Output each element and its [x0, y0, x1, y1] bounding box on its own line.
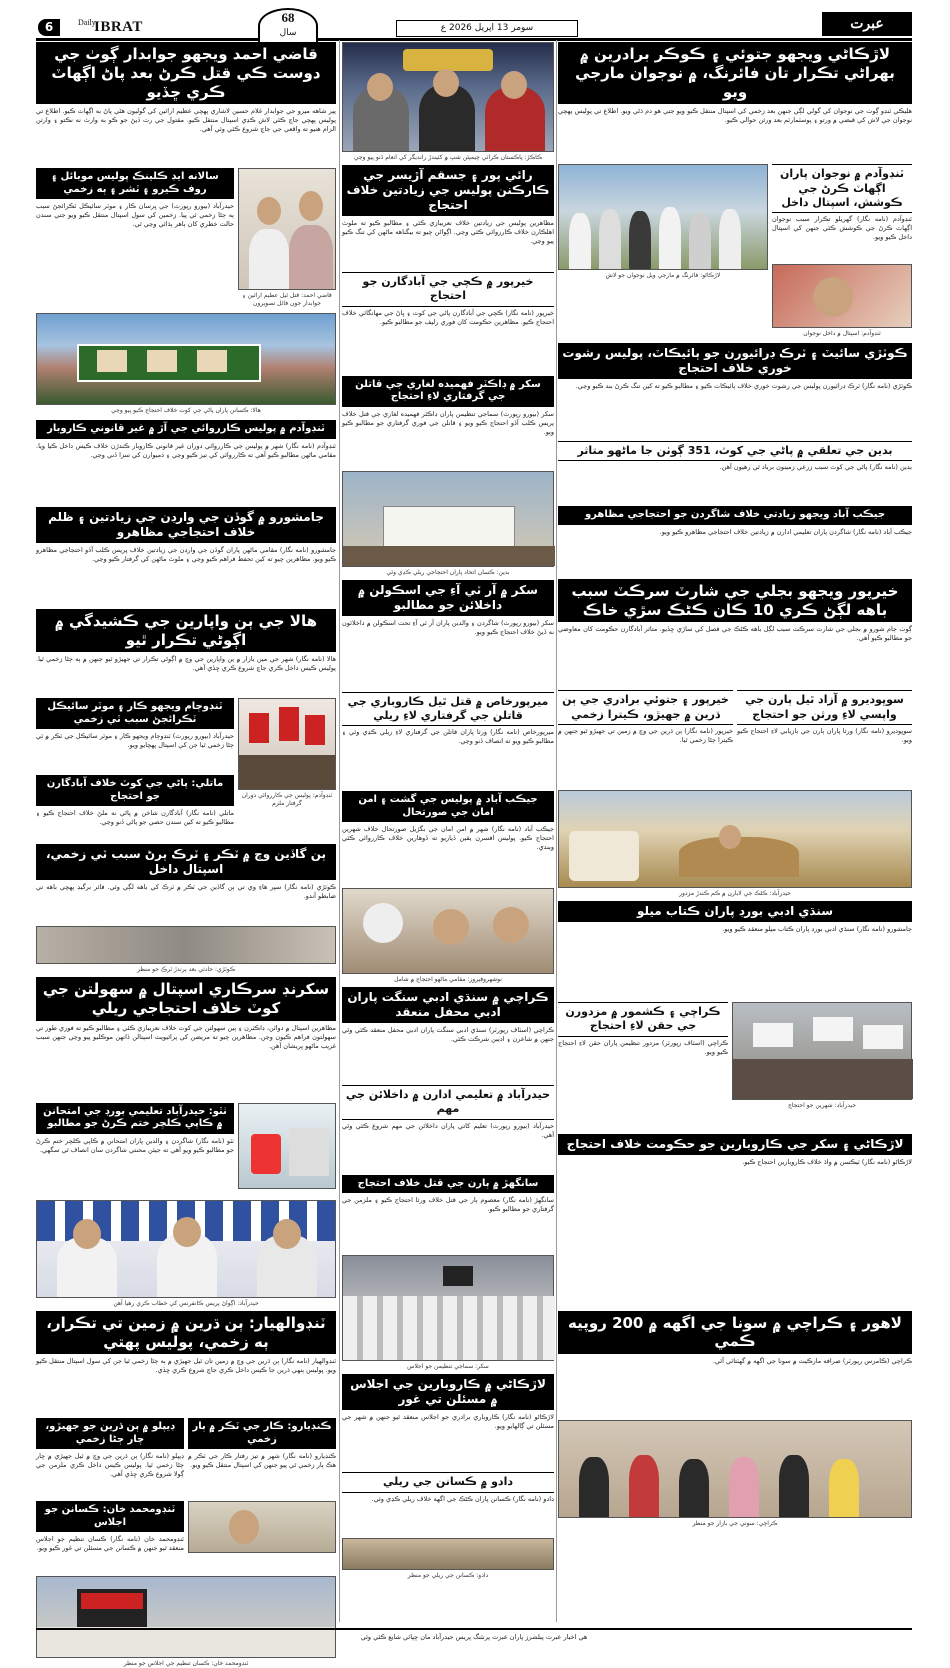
- article-thatta-exams: ٺٽو (نامه نگار) شاگردن ۽ والدين پاران امتحانن ۾ ڪاپي ڪلچر ختم ڪرڻ جو مطالبو ڪيو ويو آهي ته جيئن محنتي شاگردن سان انصاف ٿي سگهي.: [36, 1136, 234, 1154]
- headline-badin-water[interactable]: بدين جي تعلقي ۾ پاڻي جي کوٽ، 351 ڳوٺن جا ماڻهو متاثر: [558, 441, 912, 461]
- paper-name: IBRAT: [94, 19, 143, 35]
- article-jacobabad-students: جيڪب آباد (نامه نگار) شاگردن پاران تعليمي ادارن ۾ زيادتين خلاف احتجاجي مظاهرو ڪيو ويو.: [659, 527, 912, 536]
- photo-hospital-youth: [772, 264, 912, 328]
- headline-gold-price[interactable]: لاهور ۽ ڪراچي ۾ سونا جي اگهه ۾ 200 روپيه ڪمي: [558, 1311, 912, 1355]
- article-larkana-firing: هليڪي ٽنڊو ڳوٺ جي نوجوان کي گولي لڳي جنهن بعد زخمي کي اسپتال منتقل ڪيو ويو جتي هو دم ڌڻي ويو. اطلاع تي پوليس پهچي نوجوان جي لاش کي قبضي ۾ ورتو ۽ پوسٽمارٽم بعد ورثن حوالي ڪيو.: [558, 107, 912, 125]
- headline-literary-board[interactable]: سنڌي ادبي بورڊ پاران ڪتاب ميلو: [558, 901, 912, 922]
- article-karachi-literary: ڪراچي (اسٽاف رپورٽر) سنڌي ادبي سنگت پاران ادبي محفل منعقد ڪئي وئي جنهن ۾ شاعرن ۽ اديبن شرڪت ڪئي.: [342, 1026, 554, 1044]
- photo-truck-fire: [36, 926, 336, 964]
- article-khairpur-fire: ڳوٺ ڄام شورو ۾ بجلي جي شارٽ سرڪٽ سبب لڳل باهه ڪڻڪ جي فصل کي ساڙي ڇڏيو. متاثر آبادگارن حڪومت کان معاوضي جو مطالبو ڪيو آهي.: [558, 625, 912, 643]
- caption-wheat-labour: حيدرآباد: ڪڻڪ جي لابارن ۾ ڪم ڪندڙ مزدور: [679, 890, 791, 898]
- headline-tando-adam-police[interactable]: ٽنڊوآدم ۾ پوليس ڪارروائي جي آڙ ۾ غير قانوني ڪاروبار: [36, 420, 336, 439]
- headline-qazi-ahmed[interactable]: قاضي احمد ويجهو جوابدار ڳوٺ جي دوست ڪي قتل ڪرڻ بعد پاڻ اڳھاٽ ڪري ڇڏيو: [36, 42, 336, 104]
- photo-gold-market: [558, 1420, 912, 1518]
- article-larkana-sukkur-traders: لاڙڪاڻو (نامه نگار) ٽيڪسن ۾ واڌ خلاف ڪاروبارين احتجاج ڪيو.: [742, 1157, 912, 1166]
- article-tando-jam-accident: حيدرآباد (بيورو رپورٽ) ٽنڊوڄام ويجهو ڪار ۽ موٽر سائيڪل جي ٽڪر ۾ ٽي ڄڻا زخمي ٿيا جن کي اسپتال پهچايو ويو.: [36, 732, 234, 750]
- article-sakrand-hospital: مظاهرين اسپتال ۾ دوائن، ڊاڪٽرن ۽ ٻين سهولتن جي کوٽ خلاف نعريبازي ڪئي ۽ مطالبو ڪيو ته فوري طور تي سهولتون فراهم ڪيون وڃن. مظاهرين چيو ته مريضن کي پرائيويٽ اسپتالن ڏانهن موڪليو پيو وڃي جنهن سبب غريب ماڻهو پريشان آهن.: [35, 1023, 336, 1050]
- headline-larkana-traders[interactable]: لاڙڪاڻي ۾ ڪاروبارين جي اجلاس ۾ مسئلن تي غور: [342, 1374, 554, 1410]
- headline-larkana-sukkur-traders[interactable]: لاڙڪاڻي ۽ سکر جي ڪاروبارين جو حڪومت خلاف احتجاج: [558, 1134, 912, 1155]
- photo-karate-award: [342, 42, 554, 152]
- article-qazi-ahmed: پير شاهه ميرو جي جوابدار غلام حسين لاشاري پهچي عظيم ارائين کي گوليون هڻي پاڻ به اڳهاٽ ڪيو. اطلاع تي پوليس پهچي جاچ ڪئي لاش ڪڍي اسپتال منتقل ڪيو. مقتول جي رت ڏيڻ جو ڪو به وارث نه نڪتو ۽ وارثن الزام هنيو ته واقعي جي جاچ شروع ڪئي وئي آهي.: [36, 107, 336, 134]
- article-kotri-truckers: ڪوٽڙي (نامه نگار) ٽرڪ ڊرائيورن پوليس جي رشوت خوري خلاف ٻائيڪاٽ ڪيو ۽ مطالبو ڪيو ته کين تنگ ڪرڻ بند ڪيو وڃي.: [575, 382, 912, 391]
- headline-hala-traders[interactable]: هالا جي ٻن واپارين جي ڪشيدگي ۾ اڳوڻي تڪرار ٿيو: [36, 609, 336, 653]
- photo-badin-rally: [342, 471, 554, 567]
- volume-number: 68: [281, 10, 295, 25]
- caption-karate-award: ڪاڪڙ: پاڪستان ڪراٽي چيمپئن شپ ۾ کٽيندڙ رانديگر کي انعام ڏنو پيو وڃي: [353, 154, 543, 161]
- article-sukkur-fahmida: سکر (بيورو رپورٽ) سماجي تنظيمن پاران ڊاڪٽر فهميده لغاري جي قتل خلاف پريس ڪلب آڏو احتجاج ڪيو ويو ۽ قاتلن جي فوري گرفتاري جو مطالبو ڪيو ويو.: [342, 409, 554, 436]
- article-police-mobile: حيدرآباد (بيورو رپورٽ) جي ڀرسان ڪار ۽ موٽر سائيڪل ٽڪرائجڻ سبب ٻه ڄڻا زخمي ٿي پيا. زخمين کي سول اسپتال منتقل ڪيو ويو جتي سندن حالت خطري کان ٻاهر ٻڌائي وڃي ٿي.: [36, 202, 234, 229]
- article-hala-traders: هالا (نامه نگار) شهر جي مين بازار ۾ ٻن واپارين جي وچ ۾ اڳوڻي تڪرار تي جهيڙو ٿيو جنهن ۾ ٻه ڄڻا زخمي ٿيا. پوليس ڪيس داخل ڪري جاچ شروع ڪري ڇڏي آهي.: [36, 655, 336, 673]
- caption-badin-rally: بدين: ڪسان اتحاد پاران احتجاجي ريلي ڪڍي وئي: [386, 568, 510, 576]
- daily-label: Daily: [78, 18, 96, 27]
- caption-accused: قاضي احمد: قتل ٿيل عظيم ارائين ۽ جوابدار جون فائل تصويرون: [242, 292, 332, 308]
- caption-naushahro-protest: نوشهروفيروز: مقامي ماڻهو احتجاج ۾ شامل: [394, 976, 502, 984]
- article-badin-water: بدين (نامه نگار) پاڻي جي کوٽ سبب زرعي زمينون برباد ٿي رهيون آهن.: [719, 463, 912, 472]
- headline-labour-rights[interactable]: ڪراچي ۽ ڪشمور ۾ مزدورن جي حقن لاءِ احتجاج: [558, 1002, 728, 1037]
- headline-kotri-truckers[interactable]: ڪوٽڙي سائيٽ ۽ ٽرڪ ڊرائيورن جو ٻائيڪاٽ، پوليس رشوت خوري خلاف احتجاج: [558, 343, 912, 379]
- photo-wheat-labour: [558, 790, 912, 888]
- headline-sukkur-fahmida[interactable]: سکر ۾ ڊاڪٽر فهميده لغاري جي قاتلن جي گرفتاري لاءِ احتجاج: [342, 376, 554, 407]
- photo-stall: [238, 1103, 336, 1189]
- headline-jamshoro-protest[interactable]: جامشورو ۾ گوڏن جي وارڊن جي زيادتين ۽ ظلم خلاف احتجاجي مظاهرو: [36, 507, 336, 543]
- page-number: 6: [38, 19, 60, 36]
- headline-sobhodero-children[interactable]: سوڀوديرو ۾ آزاد ٿيل ٻارن جي واپسي لاءِ ورثن جو احتجاج: [737, 690, 912, 725]
- article-diplo-clash: ڊيپلو (نامه نگار) ٻن ڌرين جي وچ ۾ ٿيل جهيڙي ۾ چار ڄڻا زخمي ٿيا. پوليس ڪيس داخل ڪري ملزمن جي ڳولا شروع ڪري ڇڏي آهي.: [36, 1452, 184, 1479]
- photo-farmers-meeting: [36, 1576, 336, 1658]
- headline-two-vehicles[interactable]: ٻن گاڏين وچ ۾ ٽڪر ۽ ٽرڪ ٻرڻ سبب ٽي زخمي، اسپتال داخل: [36, 844, 336, 880]
- caption-flags: ٽنڊوآدم: پوليس جي ڪارروائي دوران گرفتار ملزم: [241, 792, 333, 808]
- photo-protest-hala: [36, 313, 336, 405]
- caption-sukkur-meeting: سکر: سماجي تنظيمن جو اجلاس: [407, 1363, 489, 1371]
- footer-imprint: هي اخبار عبرت پبلشرز پاران عبرت پرنٽنگ پريس حيدرآباد مان ڇپائي شايع ڪئي وئي: [36, 1628, 912, 1644]
- article-dadu-rally: دادو (نامه نگار) ڪسانن پاران ڪڻڪ جي اگهه خلاف ريلي ڪڍي وئي.: [371, 1494, 554, 1503]
- photo-citizens-protest: [732, 1002, 912, 1100]
- article-khairpur-clash: خيرپور (نامه نگار) ٻن ڌرين جي وچ ۾ زمين تي جهيڙو ٿيو جنهن ۾ ڪيترا ڄڻا زخمي ٿيا.: [558, 727, 733, 745]
- headline-tando-adam-youth[interactable]: ٽنڊوآدم ۾ نوجوان پاران اڳهاٽ ڪرڻ جي ڪوشش، اسپتال داخل: [772, 164, 912, 213]
- headline-jacobabad-law[interactable]: جيڪب آباد ۾ پوليس جي گشت ۽ امن امان جي صورتحال: [342, 791, 554, 822]
- caption-citizens-protest: حيدرآباد: شهرين جو احتجاج: [787, 1102, 857, 1110]
- headline-sanghar-protest[interactable]: سانگهڙ ۾ ٻارن جي قتل خلاف احتجاج: [342, 1175, 554, 1194]
- photo-sukkur-meeting: [342, 1255, 554, 1361]
- article-sukkur-rti: سکر (بيورو رپورٽ) شاگردن ۽ والدين پاران آر ٽي آءِ تحت اسڪولن ۾ داخلائون نه ڏيڻ خلاف احتجاج ڪيو ويو.: [342, 618, 554, 636]
- article-labour-rights: ڪراچي (اسٽاف رپورٽر) مزدور تنظيمن پاران حقن لاءِ احتجاج ڪيو ويو.: [558, 1038, 728, 1056]
- column-middle: [342, 40, 554, 1622]
- headline-police-mobile[interactable]: سالانه ايڊ ڪلينڪ پوليس موبائل ۽ روف ڪيرو ۽ ٽشر ۽ ٻه زخمي: [36, 168, 234, 199]
- headline-tando-mohammad-khan[interactable]: ٽنڊومحمد خان: ڪسانن جو اجلاس: [36, 1501, 184, 1532]
- article-tando-allahyar: ٽنڊوالهيار (نامه نگار) ٻن ڌرين جي وچ ۾ زمين تان ٿيل جهيڙي ۾ ٻه ڄڻا زخمي ٿيا جن کي سول اسپتال منتقل ڪيو ويو. پوليس ٻنهي ڌرين جا ڪيس داخل ڪري جاچ شروع ڪري ڇڏي.: [36, 1357, 336, 1375]
- article-larkana-traders: لاڙڪاڻو (نامه نگار) ڪاروباري برادري جو اجلاس منعقد ٿيو جنهن ۾ شهر جي مسئلن تي ڳالهايو ويو.: [342, 1413, 554, 1431]
- article-khairpur-katcha: خيرپور (نامه نگار) ڪچي جي آبادگارن پاڻي جي کوٽ ۽ ڀاڻ جي مهانگائي خلاف احتجاج ڪيو. مظاهرين حڪومت کان فوري رليف جو مطالبو ڪيو.: [342, 308, 554, 326]
- photo-naushahro-protest: [342, 888, 554, 974]
- article-tando-adam-youth: ٽنڊوآدم (نامه نگار) گهريلو تڪرار سبب نوجوان اڳهاٽ ڪرڻ جي ڪوشش ڪئي جنهن کي اسپتال داخل ڪيو ويو.: [772, 215, 912, 242]
- caption-press-conference: حيدرآباد: اڳواڻ پريس ڪانفرنس کي خطاب ڪري رهيا آهن: [113, 1299, 259, 1307]
- caption-farmers-meeting: ٽنڊومحمد خان: ڪسان تنظيم جي اجلاس جو منظر: [123, 1660, 249, 1668]
- caption-gold-market: ڪراچي: سوني جي بازار جو منظر: [692, 1520, 778, 1528]
- article-matli-water: ماتلي (نامه نگار) آبادگارن شاخن ۾ پاڻي نه ملڻ خلاف احتجاج ڪيو ۽ مطالبو ڪيو ته کين سندن حصي جو پاڻي ڏنو وڃي.: [36, 809, 234, 827]
- headline-khairpur-clash[interactable]: خيرپور ۽ جتوئي برادري جي ٻن ڌرين ۾ جهيڙو، ڪيترا زخمي: [558, 690, 733, 725]
- masthead: [36, 10, 912, 41]
- caption-mourners: لاڙڪاڻو: فائرنگ ۾ مارجي ويل نوجوان جو لاش: [605, 272, 721, 280]
- headline-matli-water[interactable]: ماتلي: پاڻي جي کوٽ خلاف آبادگارن جو احتجاج: [36, 775, 234, 806]
- issue-date: سومر 13 اپريل 2026 ع: [396, 20, 578, 37]
- article-literary-board: ڄامشورو (نامه نگار) سنڌي ادبي بورڊ پاران ڪتاب ميلو منعقد ڪيو ويو.: [722, 925, 912, 934]
- photo-press-conference: [36, 1200, 336, 1298]
- paper-logo: عبرت: [822, 12, 912, 36]
- headline-raipur-protest[interactable]: رائي پور ۽ جسقم آڙيسر جي ڪارڪنن پوليس جي زيادتين خلاف احتجاج: [342, 165, 554, 216]
- column-left: [35, 40, 336, 1668]
- photo-accused: [238, 168, 336, 290]
- headline-khairpur-fire[interactable]: خيرپور ويجهو بجلي جي شارٽ سرڪٽ سبب باهه لڳڻ ڪري 10 ڪان ڪڻڪ سڙي خاڪ: [558, 579, 912, 623]
- headline-tando-jam-accident[interactable]: ٽنڊوڄام ويجهو ڪار ۽ موٽر سائيڪل ٽڪرائجڻ سبب ٽي زخمي: [36, 698, 234, 729]
- column-right: [558, 40, 912, 1622]
- headline-hyderabad-admissions[interactable]: حيدرآباد ۾ تعليمي ادارن ۾ داخلائن جي مهم: [342, 1085, 554, 1120]
- article-sanghar-protest: سانگهڙ (نامه نگار) معصوم ٻار جي قتل خلاف ورثا احتجاج ڪيو ۽ ملزمن جي گرفتاري جو مطالبو ڪيو.: [342, 1196, 554, 1214]
- photo-mourners: [558, 164, 768, 270]
- headline-dadu-rally[interactable]: دادو ۾ ڪسانن جي ريلي: [342, 1472, 554, 1492]
- headline-diplo-clash[interactable]: ڊيپلو ۾ ٻن ڌرين جو جهيڙو، چار ڄڻا زخمي: [36, 1418, 184, 1449]
- headline-kandiaro-accident[interactable]: ڪنڊيارو: ڪار جي ٽڪر ۾ ٻار زخمي: [188, 1418, 336, 1449]
- headline-tando-allahyar[interactable]: ٽنڊوالهيار: ٻن ڌرين ۾ زمين تي تڪرار، ٻه زخمي، پوليس پهتي: [36, 1311, 336, 1355]
- headline-thatta-exams[interactable]: ٺٽو: حيدرآباد تعليمي بورڊ جي امتحانن ۾ ڪاپي ڪلچر ختم ڪرڻ جو مطالبو: [36, 1103, 234, 1134]
- headline-karachi-literary[interactable]: ڪراچي ۾ سنڌي ادبي سنگت پاران ادبي محفل منعقد: [342, 987, 554, 1023]
- headline-jacobabad-students[interactable]: جيڪب آباد ويجهو زيادتي خلاف شاگردن جو احتجاجي مظاهرو: [558, 506, 912, 525]
- article-gold-price: ڪراچي (ڪامرس رپورٽر) صرافه مارڪيٽ ۾ سونا جي اگهه ۾ گهٽتائي آئي.: [712, 1357, 912, 1366]
- volume-badge: [258, 8, 318, 44]
- caption-protest-hala: هالا: ڪسانن پاران پاڻي جي کوٽ خلاف احتجاج ڪيو پيو وڃي: [111, 407, 261, 415]
- article-tando-mohammad-khan: ٽنڊومحمد خان (نامه نگار) ڪسان تنظيم جو اجلاس منعقد ٿيو جنهن ۾ ڪسانن جي مسئلن تي غور ڪيو ويو.: [36, 1535, 184, 1553]
- headline-sukkur-rti[interactable]: سکر ۾ آر ٽي آءِ جي اسڪولن ۾ داخلائن جو مطالبو: [342, 580, 554, 616]
- article-mirpurkhas-rally: ميرپورخاص (نامه نگار) ورثا پاران قاتلن جي گرفتاري لاءِ ريلي ڪڍي وئي ۽ مطالبو ڪيو ويو ته انصاف ڏنو وڃي.: [342, 728, 554, 746]
- article-kandiaro-accident: ڪنڊيارو (نامه نگار) شهر ۾ تيز رفتار ڪار جي ٽڪر ۾ هڪ ٻار زخمي ٿي پيو جنهن کي اسپتال منتقل ڪيو ويو.: [188, 1452, 336, 1470]
- volume-label: سال: [279, 27, 297, 37]
- article-tando-adam-police: ٽنڊوآدم (نامه نگار) شهر ۾ پوليس جي ڪارروائي دوران غير قانوني ڪاروبار ڪندڙن خلاف ڪيس داخل ڪيا ويا. مقامي ماڻهن مطالبو ڪيو آهي ته ڪارروائي کي تيز ڪيو وڃي ۽ ذميوارن کي سزا ڏني وڃي.: [36, 441, 336, 459]
- caption-dadu-rally: دادو: ڪسانن جي ريلي جو منظر: [407, 1571, 489, 1579]
- article-two-vehicles: ڪوٽڙي (نامه نگار) سپر هاءِ وي تي ٻن گاڏين جي ٽڪر ۾ ٽرڪ کي باهه لڳي وئي. فائر برگيڊ پهچي باهه تي ضابطو آندو.: [36, 883, 336, 901]
- photo-flags: [238, 698, 336, 790]
- headline-sakrand-hospital[interactable]: سکرنڊ سرڪاري اسپتال ۾ سهولتن جي کوٽ خلاف احتجاجي ريلي: [36, 977, 336, 1021]
- caption-hospital-youth: ٽنڊوآدم: اسپتال ۾ داخل نوجوان: [803, 330, 881, 338]
- article-hyderabad-admissions: حيدرآباد (بيورو رپورٽ) تعليم کاتي پاران داخلائن جي مهم شروع ڪئي وئي آهي.: [342, 1121, 554, 1139]
- headline-khairpur-katcha[interactable]: خيرپور ۾ ڪچي جي آبادگارن جو احتجاج: [342, 272, 554, 307]
- photo-kandiaro: [188, 1501, 336, 1553]
- article-sobhodero-children: سوڀوديرو (نامه نگار) ورثا پاران ٻارن جي بازيابي لاءِ احتجاج ڪيو ويو.: [737, 727, 912, 745]
- article-jamshoro-protest: جامشورو (نامه نگار) مقامي ماڻهن پاران گوڏن جي وارڊن جي زيادتين خلاف پريس ڪلب آڏو احتجاجي مظاهرو ڪيو ويو. مظاهرين چيو ته کين تحفظ فراهم ڪيو وڃي ۽ ملوث ماڻهن کي گرفتار ڪيو وڃي.: [36, 545, 336, 563]
- caption-truck-fire: ڪوٽڙي: حادثي بعد ٻرندڙ ٽرڪ جو منظر: [136, 966, 236, 974]
- article-jacobabad-law: جيڪب آباد (نامه نگار) شهر ۾ امن امان جي بگڙيل صورتحال خلاف شهرين احتجاج ڪيو. پوليس افسرن يقين ڏياريو ته ڏوهارين خلاف ڪارروائي ڪئي ويندي.: [342, 825, 554, 852]
- headline-larkana-firing[interactable]: لاڙڪاڻي ويجهو جتوئي ۽ ڪوڪر برادرين ۾ بهراڻي تڪرار تان فائرنگ، ۾ نوجوان مارجي ويو: [558, 42, 912, 104]
- photo-dadu-rally: [342, 1538, 554, 1570]
- headline-mirpurkhas-rally[interactable]: ميرپورخاص ۾ قتل ٿيل ڪاروباري جي قاتلن جي گرفتاري لاءِ ريلي: [342, 692, 554, 727]
- article-raipur-protest: مظاهرين پوليس جي زيادتين خلاف نعريبازي ڪئي ۽ مطالبو ڪيو ته ملوث اهلڪارن خلاف ڪارروائي ڪئي وڃي. اڳواڻن چيو ته بيگناهه ماڻهن کي تنگ ڪيو پيو وڃي.: [342, 219, 554, 245]
